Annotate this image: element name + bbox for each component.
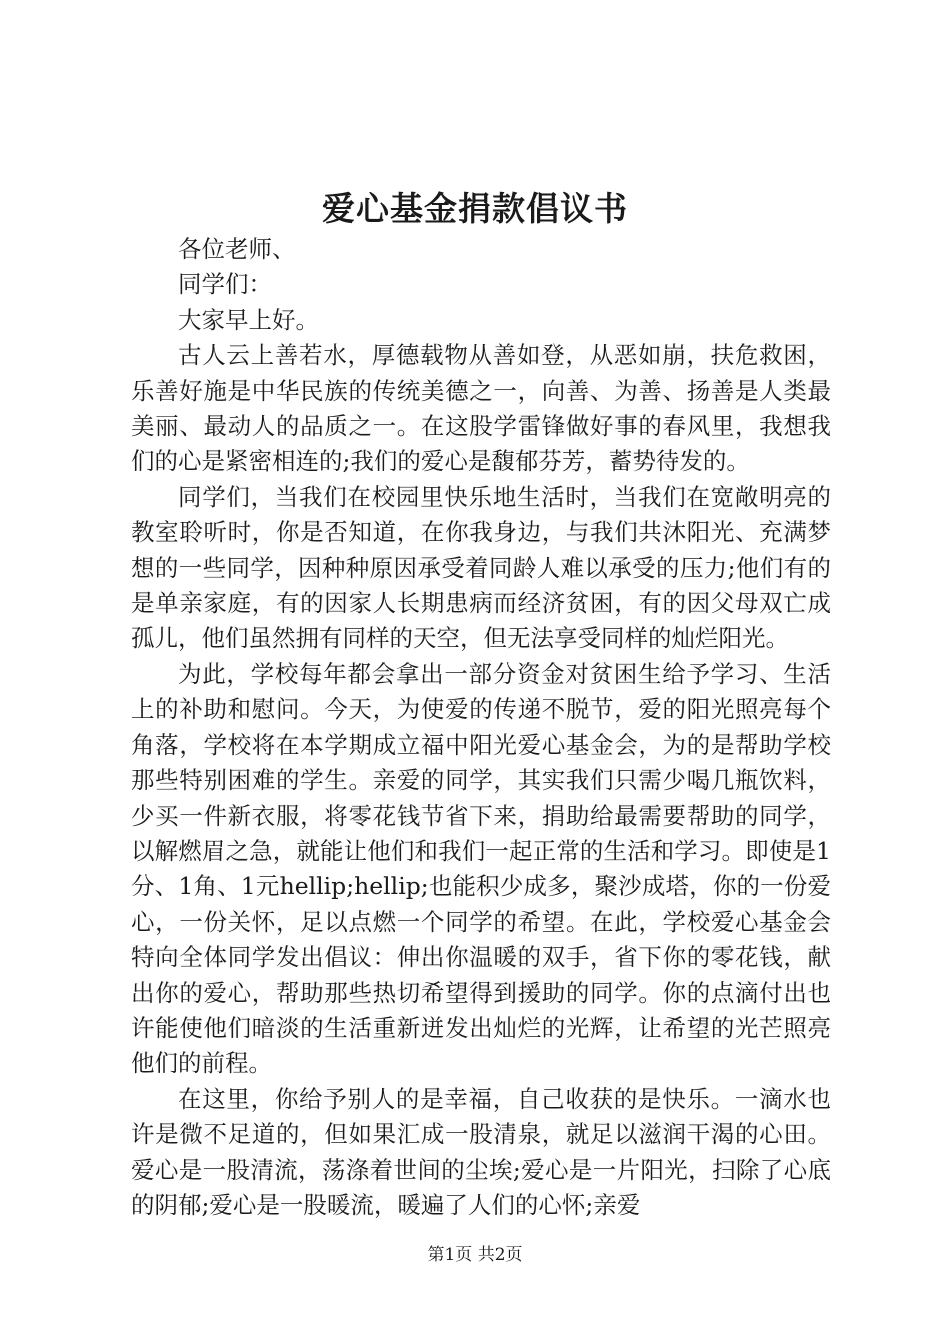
- page-number-footer: 第1页 共2页: [427, 1245, 523, 1265]
- document-body: [131, 232, 831, 1223]
- paragraph-1: 古人云上善若水，厚德载物从善如登，从恶如崩，扶危救困，乐善好施是中华民族的传统美德之一，向善、为善、扬善是人类最美丽、最动人的品质之一。在这股学雷锋做好事的春风里，我想我们的心是紧密相连的;我们的爱心是馥郁芬芳，蓄势待发的。: [131, 341, 831, 476]
- paragraph-4: 在这里，你给予别人的是幸福，自己收获的是快乐。一滴水也许是微不足道的，但如果汇成一股清泉，就足以滋润干渴的心田。爱心是一股清流，荡涤着世间的尘埃;爱心是一片阳光，扫除了心底的阴郁;爱心是一股暖流，暖遍了人们的心怀;亲爱: [131, 1084, 831, 1219]
- paragraph-2: 同学们，当我们在校园里快乐地生活时，当我们在宽敞明亮的教室聆听时，你是否知道，在你我身边，与我们共沐阳光、充满梦想的一些同学，因种种原因承受着同龄人难以承受的压力;他们有的是单亲家庭，有的因家人长期患病而经济贫困，有的因父母双亡成孤儿，他们虽然拥有同样的天空，但无法享受同样的灿烂阳光。: [131, 482, 831, 653]
- greeting-line: 大家早上好。: [178, 305, 319, 334]
- paragraph-3: 为此，学校每年都会拿出一部分资金对贫困生给予学习、生活上的补助和慰问。今天，为使爱的传递不脱节，爱的阳光照亮每个角落，学校将在本学期成立福中阳光爱心基金会，为的是帮助学校那些特别困难的学生。亲爱的同学，其实我们只需少喝几瓶饮料，少买一件新衣服，将零花钱节省下来，捐助给最需要帮助的同学，以解燃眉之急，就能让他们和我们一起正常的生活和学习。即使是1分、1角、1元hellip;hellip;也能积少成多，聚沙成塔，你的一份爱心，一份关怀，足以点燃一个同学的希望。在此，学校爱心基金会特向全体同学发出倡议：伸出你温暖的双手，省下你的零花钱，献出你的爱心，帮助那些热切希望得到援助的同学。你的点滴付出也许能使他们暗淡的生活重新迸发出灿烂的光辉，让希望的光芒照亮他们的前程。: [131, 659, 831, 1078]
- document-title: 爱心基金捐款倡议书: [322, 189, 628, 228]
- salutation-line-2: 同学们：: [178, 270, 272, 299]
- salutation-line-1: 各位老师、: [178, 235, 296, 263]
